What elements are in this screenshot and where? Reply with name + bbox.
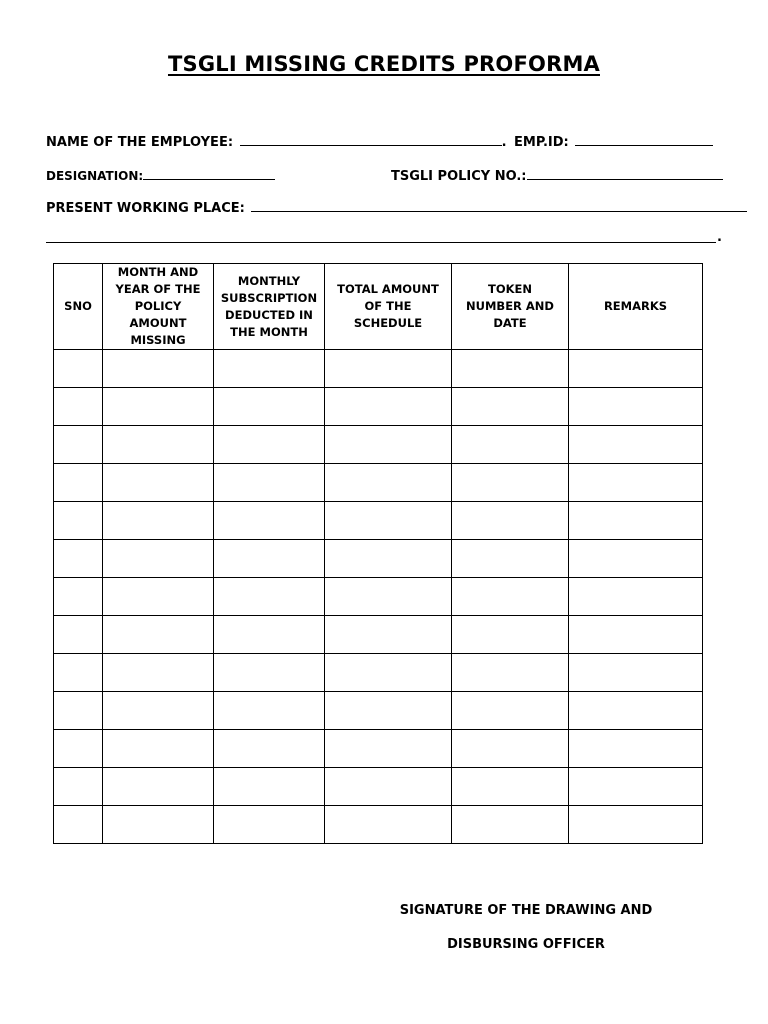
- table-row: [54, 768, 703, 806]
- table-cell[interactable]: [325, 426, 452, 464]
- table-row: [54, 426, 703, 464]
- table-row: [54, 502, 703, 540]
- table-cell[interactable]: [569, 730, 703, 768]
- table-cell[interactable]: [452, 388, 569, 426]
- table-cell[interactable]: [54, 464, 103, 502]
- table-row: [54, 540, 703, 578]
- table-cell[interactable]: [325, 502, 452, 540]
- table-cell[interactable]: [325, 540, 452, 578]
- table-cell[interactable]: [54, 540, 103, 578]
- emp-id-row: [514, 133, 713, 151]
- table-cell[interactable]: [103, 540, 214, 578]
- employee-name-label: NAME OF THE EMPLOYEE:: [46, 135, 234, 150]
- table-cell[interactable]: [569, 540, 703, 578]
- employee-name-row: NAME OF THE EMPLOYEE: .: [46, 135, 507, 150]
- table-cell[interactable]: [54, 426, 103, 464]
- table-cell[interactable]: [214, 654, 325, 692]
- table-cell[interactable]: [214, 426, 325, 464]
- table-cell[interactable]: [452, 692, 569, 730]
- table-cell[interactable]: [325, 806, 452, 844]
- table-row: [54, 616, 703, 654]
- continuation-dot: .: [717, 230, 722, 245]
- table-cell[interactable]: [54, 692, 103, 730]
- table-cell[interactable]: [54, 806, 103, 844]
- table-cell[interactable]: [569, 654, 703, 692]
- table-cell[interactable]: [569, 616, 703, 654]
- table-header-row: [54, 264, 703, 350]
- table-cell[interactable]: [569, 464, 703, 502]
- working-place-continuation-field[interactable]: [46, 242, 716, 243]
- table-cell[interactable]: [452, 426, 569, 464]
- table-cell[interactable]: [103, 616, 214, 654]
- header-month-year: MONTH AND YEAR OF THE POLICY AMOUNT MISSING: [103, 264, 214, 350]
- table-cell[interactable]: [325, 616, 452, 654]
- table-cell[interactable]: [103, 768, 214, 806]
- table-cell[interactable]: [214, 502, 325, 540]
- table-cell[interactable]: [54, 730, 103, 768]
- table-cell[interactable]: [54, 502, 103, 540]
- table-cell[interactable]: [569, 388, 703, 426]
- header-remarks: REMARKS: [569, 264, 703, 350]
- header-sno: SNO: [54, 264, 103, 350]
- table-cell[interactable]: [569, 768, 703, 806]
- table-cell[interactable]: [214, 806, 325, 844]
- table-cell[interactable]: [325, 768, 452, 806]
- table-cell[interactable]: [452, 578, 569, 616]
- table-cell[interactable]: [452, 768, 569, 806]
- designation-label: DESIGNATION:: [46, 169, 144, 183]
- table-cell[interactable]: [214, 616, 325, 654]
- table-cell[interactable]: [103, 806, 214, 844]
- table-row: [54, 350, 703, 388]
- table-cell[interactable]: [325, 350, 452, 388]
- table-cell[interactable]: [103, 578, 214, 616]
- table-cell[interactable]: [54, 768, 103, 806]
- table-body: [54, 350, 703, 844]
- table-cell[interactable]: [54, 578, 103, 616]
- table-cell[interactable]: [214, 388, 325, 426]
- policy-no-label: TSGLI POLICY NO.:: [391, 169, 527, 184]
- table-row: [54, 578, 703, 616]
- table-cell[interactable]: [103, 388, 214, 426]
- table-cell[interactable]: [325, 464, 452, 502]
- table-cell[interactable]: [103, 464, 214, 502]
- table-row: [54, 388, 703, 426]
- table-row: [54, 654, 703, 692]
- table-cell[interactable]: [569, 426, 703, 464]
- emp-id-field[interactable]: [575, 133, 713, 146]
- table-row: [54, 464, 703, 502]
- table-cell[interactable]: [214, 768, 325, 806]
- table-cell[interactable]: [103, 426, 214, 464]
- table-cell[interactable]: [103, 350, 214, 388]
- table-cell[interactable]: [452, 806, 569, 844]
- table-cell[interactable]: [452, 350, 569, 388]
- designation-row: [46, 167, 275, 184]
- table-cell[interactable]: [325, 654, 452, 692]
- table-cell[interactable]: [103, 692, 214, 730]
- table-cell[interactable]: [325, 730, 452, 768]
- table-cell[interactable]: [569, 350, 703, 388]
- table-cell[interactable]: [214, 464, 325, 502]
- header-monthly-subscription: MONTHLY SUBSCRIPTION DEDUCTED IN THE MONTH: [214, 264, 325, 350]
- signature-line-2: DISBURSING OFFICER: [447, 937, 605, 952]
- table-row: [54, 806, 703, 844]
- table-cell[interactable]: [325, 388, 452, 426]
- table-row: [54, 692, 703, 730]
- table-cell[interactable]: [214, 350, 325, 388]
- table-cell[interactable]: [325, 692, 452, 730]
- table-cell[interactable]: [214, 730, 325, 768]
- table-cell[interactable]: [569, 806, 703, 844]
- table-cell[interactable]: [214, 540, 325, 578]
- table-cell[interactable]: [452, 654, 569, 692]
- signature-line-1: SIGNATURE OF THE DRAWING AND: [399, 903, 653, 918]
- employee-name-field[interactable]: [240, 133, 502, 146]
- header-token-number: TOKEN NUMBER AND DATE: [452, 264, 569, 350]
- table-row: [54, 730, 703, 768]
- table-cell[interactable]: [214, 692, 325, 730]
- table-cell[interactable]: [103, 654, 214, 692]
- header-total-amount: TOTAL AMOUNT OF THE SCHEDULE: [325, 264, 452, 350]
- table-cell[interactable]: [54, 350, 103, 388]
- designation-field[interactable]: [143, 167, 275, 180]
- table-cell[interactable]: [452, 502, 569, 540]
- table-cell[interactable]: [452, 540, 569, 578]
- working-place-label: PRESENT WORKING PLACE:: [46, 201, 245, 216]
- table-cell[interactable]: [452, 464, 569, 502]
- policy-no-row: [391, 167, 723, 185]
- emp-id-label: EMP.ID:: [514, 135, 569, 150]
- missing-credits-table: [53, 263, 703, 844]
- table-cell[interactable]: [452, 616, 569, 654]
- table-cell[interactable]: [54, 388, 103, 426]
- working-place-row: [46, 199, 747, 217]
- table-cell[interactable]: [569, 578, 703, 616]
- page-title-text: TSGLI MISSING CREDITS PROFORMA: [167, 52, 600, 76]
- table-cell[interactable]: [54, 654, 103, 692]
- table-cell[interactable]: [325, 578, 452, 616]
- working-place-field[interactable]: [251, 199, 747, 212]
- table-cell[interactable]: [103, 730, 214, 768]
- table-cell[interactable]: [54, 616, 103, 654]
- policy-no-field[interactable]: [527, 167, 723, 180]
- table-cell[interactable]: [569, 692, 703, 730]
- page-title: [0, 52, 768, 76]
- table-cell[interactable]: [103, 502, 214, 540]
- table-cell[interactable]: [214, 578, 325, 616]
- table-cell[interactable]: [452, 730, 569, 768]
- table-cell[interactable]: [569, 502, 703, 540]
